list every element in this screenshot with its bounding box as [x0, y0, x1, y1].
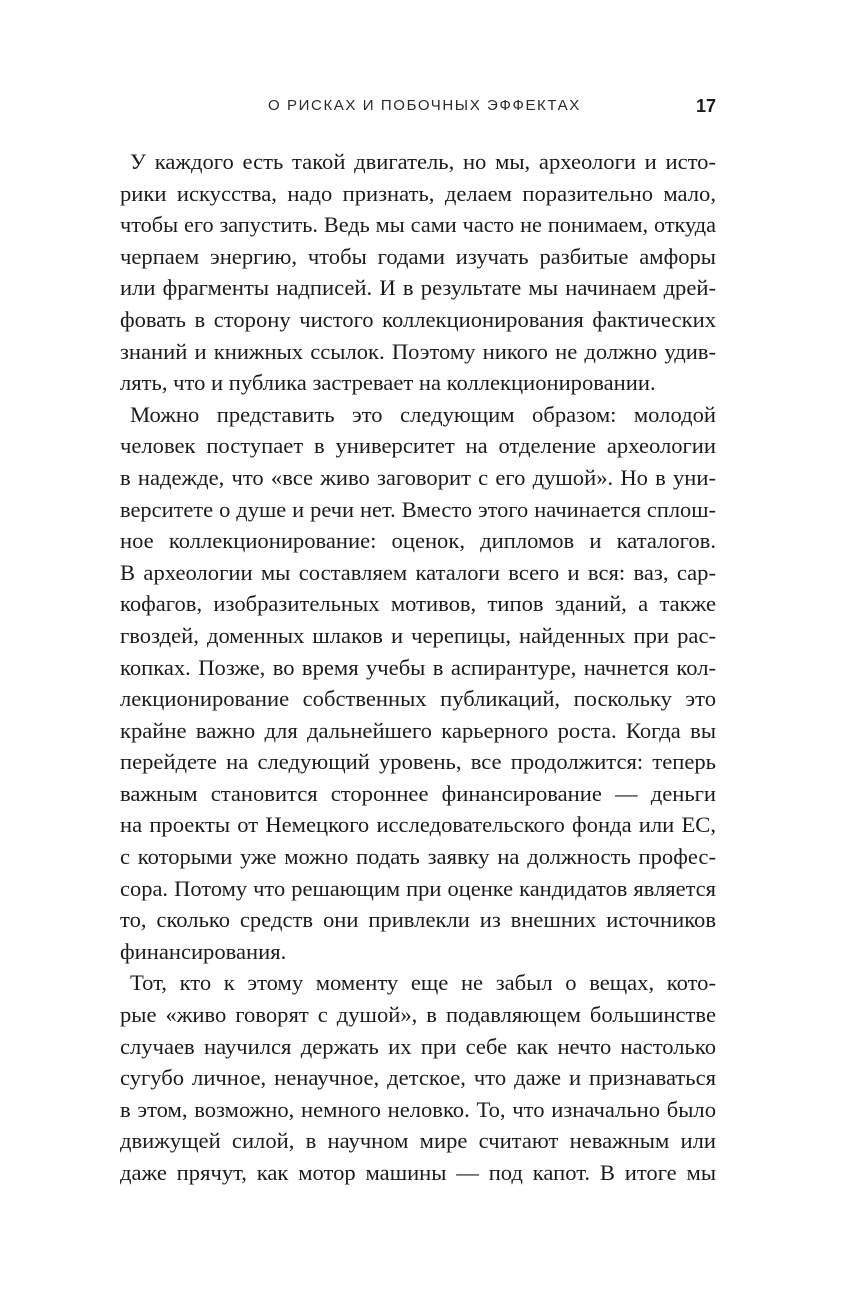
text-line: верситете о душе и речи нет. Вместо этого начинается сплош- [120, 496, 716, 522]
text-line: в надежде, что «все живо заговорит с его душой». Но в уни- [120, 464, 716, 490]
text-line: даже прячут, как мотор машины — под капот. В итоге мы [120, 1160, 716, 1185]
paragraph-2 [120, 399, 716, 968]
text-line: движущей силой, в научном мире считают неважным или [120, 1128, 716, 1154]
text-line: в этом, возможно, немного неловко. То, что изначально было [120, 1096, 716, 1122]
running-title: О РИСКАХ И ПОБОЧНЫХ ЭФФЕКТАХ [268, 97, 581, 114]
running-head [120, 94, 716, 118]
text-line: кофагов, изобразительных мотивов, типов зданий, а также [120, 591, 716, 617]
text-line: гвоздей, доменных шлаков и черепицы, найденных при рас- [120, 622, 716, 648]
text-line: крайне важно для дальнейшего карьерного роста. Когда вы [120, 717, 716, 743]
text-line: лекционирование собственных публикаций, поскольку это [120, 686, 716, 712]
text-line: знаний и книжных ссылок. Поэтому никого не должно удив- [120, 338, 716, 364]
text-line: фовать в сторону чистого коллекционирования фактических [120, 306, 716, 332]
text-line: или фрагменты надписей. И в результате мы начинаем дрей- [120, 275, 716, 301]
text-line: финансирования. [120, 938, 287, 964]
text-line: случаев научился держать их при себе как нечто настолько [120, 1033, 716, 1059]
text-line: В археологии мы составляем каталоги всего и вся: ваз, сар- [120, 559, 716, 585]
text-line: ное коллекционирование: оценок, дипломов и каталогов. [120, 528, 716, 554]
text-line: рики искусства, надо признать, делаем поразительно мало, [120, 180, 716, 206]
text-line: У каждого есть такой двигатель, но мы, археологи и исто- [130, 149, 716, 174]
text-line: Можно представить это следующим образом: молодой [130, 401, 716, 427]
text-line: сора. Потому что решающим при оценке кандидатов является [120, 875, 716, 901]
text-line: то, сколько средств они привлекли из внешних источников [120, 907, 716, 933]
paragraph-3 [120, 967, 716, 1188]
text-line: лять, что и публика застревает на коллекционировании. [120, 370, 656, 396]
text-line: копках. Позже, во время учебы в аспирантуре, начнется кол- [120, 654, 716, 680]
text-line: человек поступает в университет на отделение археологии [120, 433, 716, 459]
paragraph-1 [120, 146, 716, 399]
text-line: на проекты от Немецкого исследовательского фонда или ЕС, [120, 812, 716, 838]
text-line: черпаем энергию, чтобы годами изучать разбитые амфоры [120, 243, 716, 269]
body-text [120, 146, 716, 1189]
page-number: 17 [695, 96, 716, 116]
text-line: перейдете на следующий уровень, все продолжится: теперь [120, 749, 716, 775]
text-line: сугубо личное, ненаучное, детское, что даже и признаваться [120, 1065, 716, 1091]
text-line: рые «живо говорят с душой», в подавляющем большинстве [120, 1002, 716, 1028]
text-line: важным становится стороннее финансирование — деньги [120, 780, 716, 806]
text-line: с которыми уже можно подать заявку на должность профес- [120, 844, 716, 870]
text-line: чтобы его запустить. Ведь мы сами часто не понимаем, откуда [120, 212, 716, 238]
text-line: Тот, кто к этому моменту еще не забыл о вещах, кото- [130, 970, 716, 996]
